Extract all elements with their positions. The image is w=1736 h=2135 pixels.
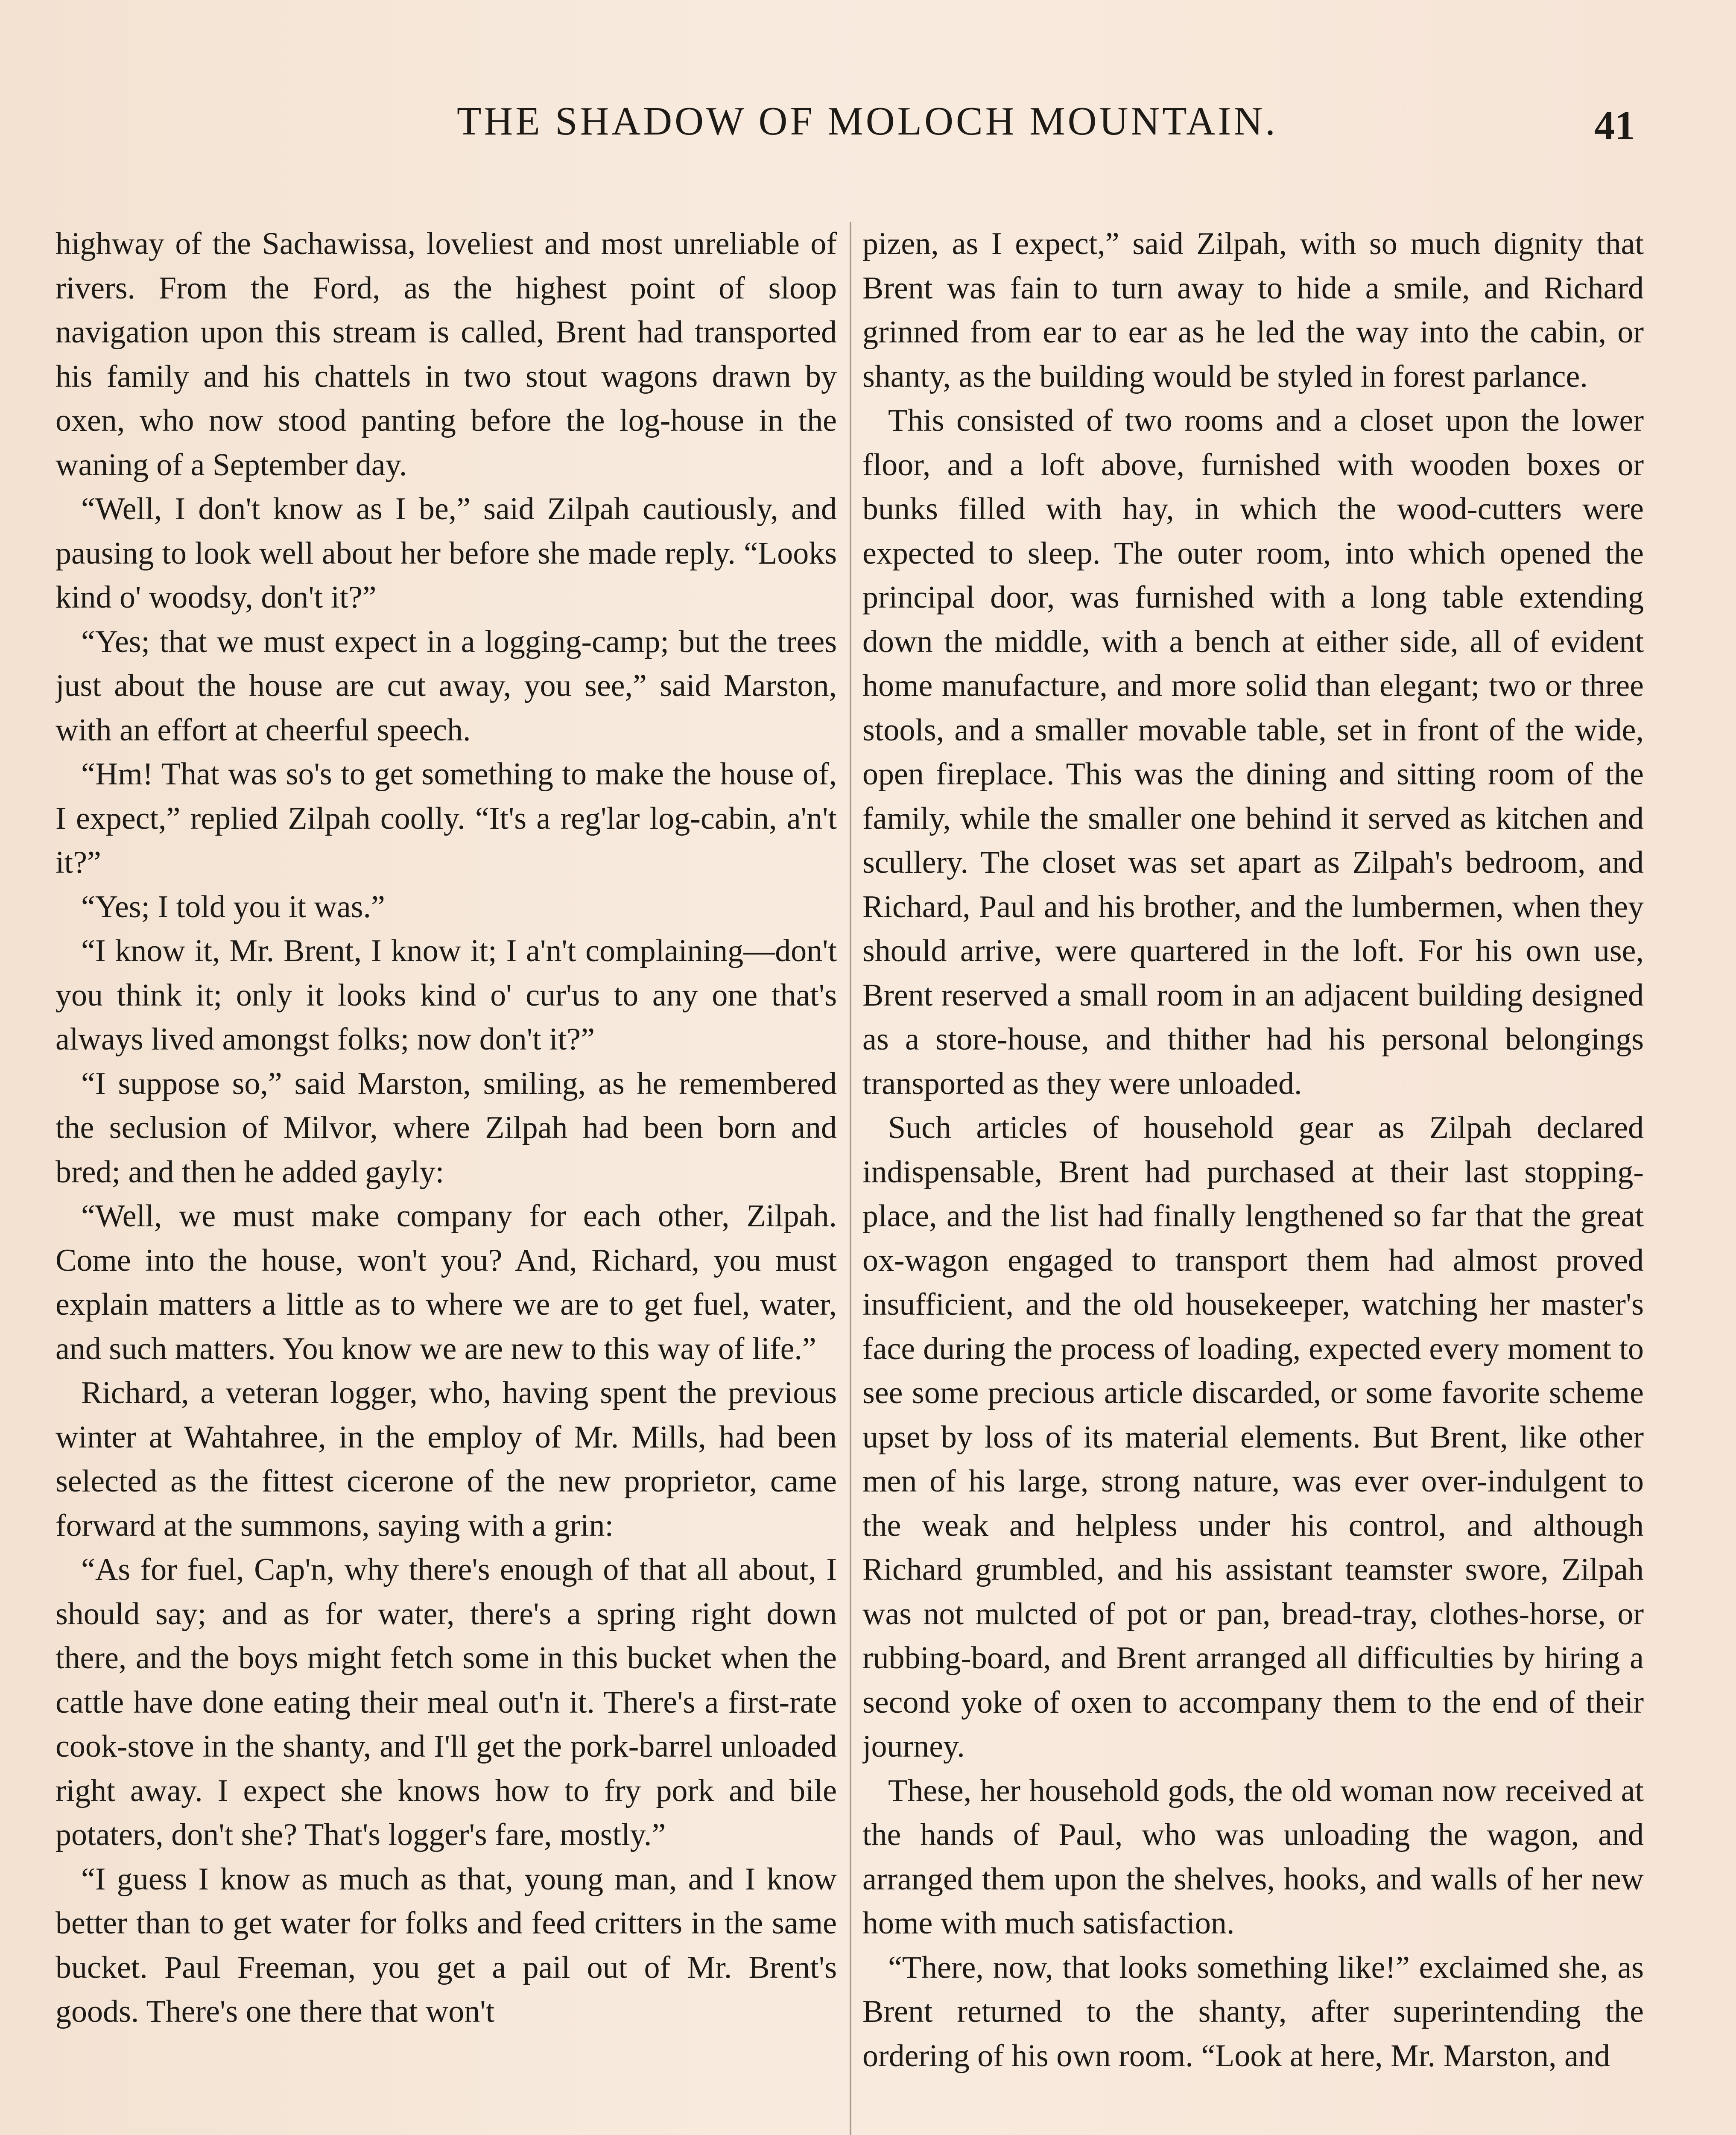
paragraph: This consisted of two rooms and a closet upon the lower floor, and a loft above, furnished with wooden boxes or bunks filled with hay, in which the wood-cutters were expected to sleep. The outer room, into which opened the principal door, was furnished with a long table extending down the middle, with a bench at either side, all of evident home manufacture, and more solid than elegant; two or three stools, and a smaller movable table, set in front of the wide, open fireplace. This was the dining and sitting room of the family, while the smaller one behind it served as kitchen and scullery. The closet was set apart as Zilpah's bedroom, and Richard, Paul and his brother, and the lumbermen, when they should arrive, were quartered in the loft. For his own use, Brent reserved a small room in an adjacent building designed as a store-house, and thither had his personal belongings transported as they were unloaded. xyxy=(862,403,1644,1101)
left-column xyxy=(56,222,837,2135)
right-column xyxy=(862,222,1644,2135)
paragraph: “I suppose so,” said Marston, smiling, as he remembered the seclusion of Milvor, where Zilpah had been born and bred; and then he added gayly: xyxy=(56,1066,837,1190)
paragraph: “There, now, that looks something like!” exclaimed she, as Brent returned to the shanty, after superintending the ordering of his own room. “Look at here, Mr. Marston, and xyxy=(862,1950,1644,2074)
paragraph: These, her household gods, the old woman now received at the hands of Paul, who was unloading the wagon, and arranged them upon the shelves, hooks, and walls of her new home with much satisfaction. xyxy=(862,1773,1644,1941)
running-title: THE SHADOW OF MOLOCH MOUNTAIN. xyxy=(457,99,1278,143)
page-number: 41 xyxy=(1594,102,1635,148)
paragraph: Such articles of household gear as Zilpah declared indispensable, Brent had purchased at their last stopping-place, and the list had finally lengthened so far that the great ox-wagon engaged to transport them had almost proved insufficient, and the old housekeeper, watching her master's face during the process of loading, expected every moment to see some precious article discarded, or some favorite scheme upset by loss of its material elements. But Brent, like other men of his large, strong nature, was ever over-indulgent to the weak and helpless under his control, and although Richard grumbled, and his assistant teamster swore, Zilpah was not mulcted of pot or pan, bread-tray, clothes-horse, or rubbing-board, and Brent arranged all difficulties by hiring a second yoke of oxen to accompany them to the end of their journey. xyxy=(862,1110,1644,1764)
paragraph: pizen, as I expect,” said Zilpah, with so much dignity that Brent was fain to turn away to hide a smile, and Richard grinned from ear to ear as he led the way into the cabin, or shanty, as the building would be styled in forest parlance. xyxy=(862,226,1644,394)
paragraph: “Yes; that we must expect in a logging-camp; but the trees just about the house are cut away, you see,” said Marston, with an effort at cheerful speech. xyxy=(56,624,837,748)
paragraph: Richard, a veteran logger, who, having spent the previous winter at Wahtahree, in the employ of Mr. Mills, had been selected as the fittest cicerone of the new proprietor, came forward at the summons, saying with a grin: xyxy=(56,1375,837,1543)
paragraph: highway of the Sachawissa, loveliest and most unreliable of rivers. From the Ford, as the highest point of sloop navigation upon this stream is called, Brent had transported his family and his chattels in two stout wagons drawn by oxen, who now stood panting before the log-house in the waning of a September day. xyxy=(56,226,837,483)
page-header xyxy=(56,90,1661,154)
paragraph: “Well, I don't know as I be,” said Zilpah cautiously, and pausing to look well about her before she made reply. “Looks kind o' woodsy, don't it?” xyxy=(56,491,837,615)
paragraph: “I know it, Mr. Brent, I know it; I a'n't complaining—don't you think it; only it looks kind o' cur'us to any one that's always lived amongst folks; now don't it?” xyxy=(56,933,837,1057)
column-divider xyxy=(850,222,851,2135)
paragraph: “Yes; I told you it was.” xyxy=(81,889,385,924)
paragraph: “Hm! That was so's to get something to make the house of, I expect,” replied Zilpah coolly. “It's a reg'lar log-cabin, a'n't it?” xyxy=(56,757,837,880)
paragraph: “As for fuel, Cap'n, why there's enough of that all about, I should say; and as for water, there's a spring right down there, and the boys might fetch some in this bucket when the cattle have done eating their meal out'n it. There's a first-rate cook-stove in the shanty, and I'll get the pork-barrel unloaded right away. I expect she knows how to fry pork and bile potaters, don't she? That's logger's fare, mostly.” xyxy=(56,1552,837,1852)
paragraph: “Well, we must make company for each other, Zilpah. Come into the house, won't you? And, Richard, you must explain matters a little as to where we are to get fuel, water, and such matters. You know we are new to this way of life.” xyxy=(56,1199,837,1366)
paragraph: “I guess I know as much as that, young man, and I know better than to get water for folks and feed critters in the same bucket. Paul Freeman, you get a pail out of Mr. Brent's goods. There's one there that won't xyxy=(56,1861,837,2029)
